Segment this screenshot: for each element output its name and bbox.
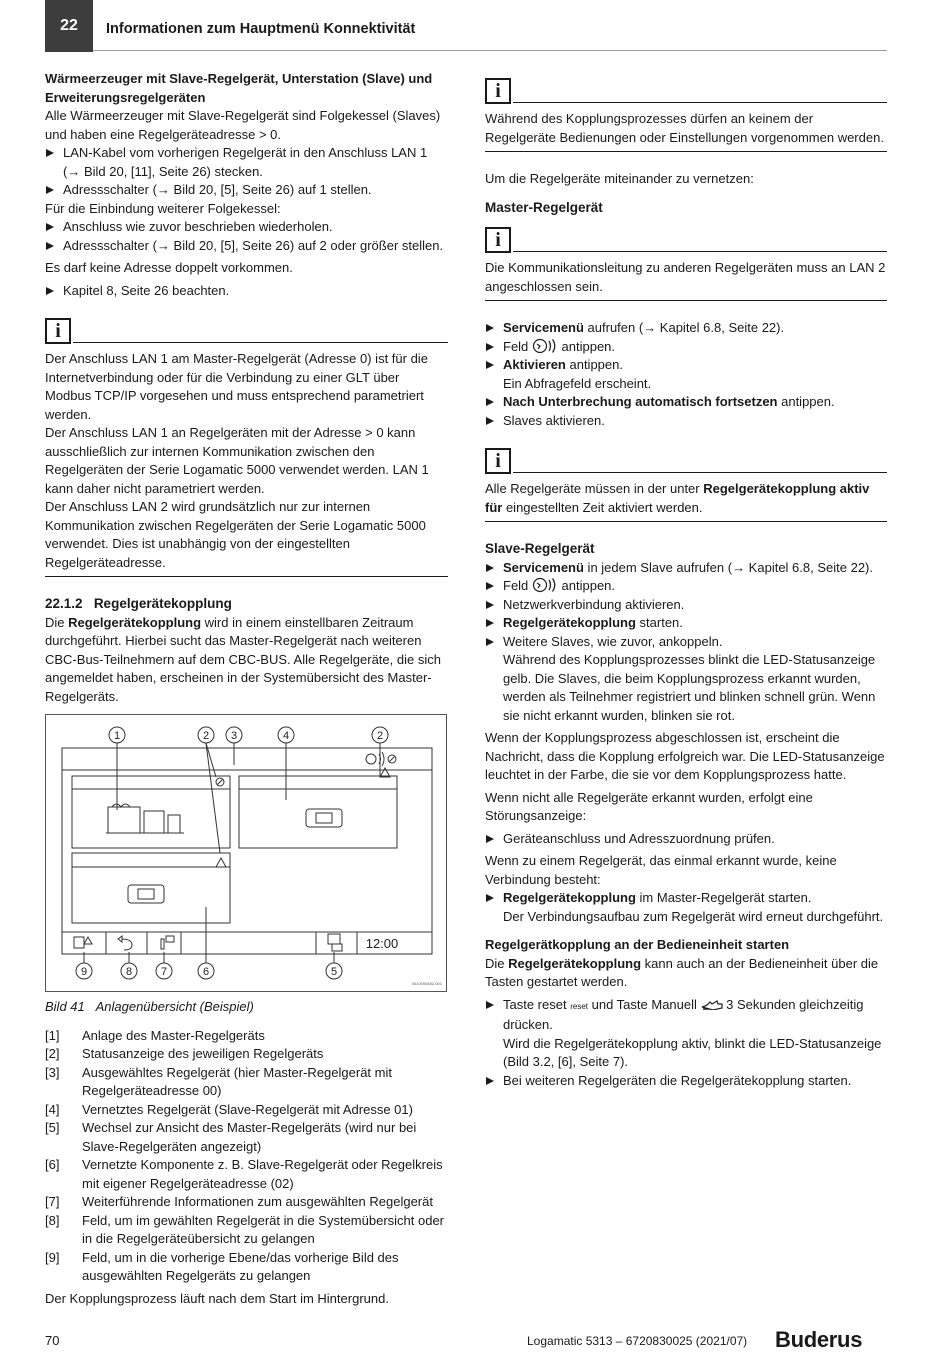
step-item: Taste reset reset und Taste Manuell 3 Sekunden gleichzeitig drücken. Wird die Regelgerätekopplung aktiv, blinkt die LED-Statusanzeige (Bild 3.2, [6], Seite 7). [485, 996, 887, 1072]
step-item: Regelgerätekopplung im Master-Regelgerät starten. Der Verbindungsaufbau zum Regelgerät wird erneut durchgeführt. [485, 889, 887, 926]
info-paragraph: Während des Kopplungsprozesses dürfen an keinem der Regelgeräte Bedienungen oder Einstellungen vorgenommen werden. [485, 111, 884, 145]
brand-logo: Buderus [775, 1327, 863, 1352]
network-field-icon [532, 577, 558, 593]
info-box-lan [45, 318, 448, 577]
step-item: Feld antippen. [485, 577, 887, 596]
header-rule [93, 50, 887, 51]
no-double-note: Es darf keine Adresse doppelt vorkommen. [45, 260, 293, 275]
arrow-bullet-icon [486, 1001, 494, 1009]
step-item: Weitere Slaves, wie zuvor, ankoppeln. Während des Kopplungsprozesses blinkt die LED-Statusanzeige gelb. Die Slaves, die beim Kopplungsprozess erkannt wurden, werden als Teilnehmer registriert und blinken schnell grün. Wenn sie nicht erkannt wurden, blinken sie rot. [485, 633, 887, 726]
legend-row: [2] Statusanzeige des jeweiligen Regelgeräts [45, 1046, 324, 1061]
manual-hand-icon [701, 998, 723, 1010]
arrow-bullet-icon [486, 638, 494, 646]
callout-1: 1 [113, 730, 121, 742]
closing-paragraph: Der Kopplungsprozess läuft nach dem Start im Hintergrund. [45, 1290, 389, 1306]
arrow-bullet-icon [486, 894, 494, 902]
callout-5: 5 [330, 966, 338, 978]
subsection-heading: 22.1.2 Regelgerätekopplung [45, 596, 232, 611]
arrow-bullet-icon [486, 564, 494, 572]
info-icon: i [485, 227, 511, 253]
legend-row: [5] Wechsel zur Ansicht des Master-Regelgeräts (wird nur bei Slave-Regelgeräten angezeigt) [45, 1120, 417, 1154]
page-number: 70 [45, 1333, 60, 1348]
callout-3: 3 [230, 730, 238, 742]
slave-steps [485, 559, 887, 726]
check-steps [485, 830, 887, 849]
paragraph-done: Wenn der Kopplungsprozess abgeschlossen ist, erscheint die Nachricht, dass die Kopplung erfolgreich war. Die LED-Statusanzeige leuchtet in der Farbe, die sie vor dem Kopplungsprozess hatte. [485, 730, 885, 782]
callout-6: 6 [202, 966, 210, 978]
step-item: Bei weiteren Regelgeräten die Regelgerätekopplung starten. [485, 1072, 887, 1091]
arrow-bullet-icon [46, 186, 54, 194]
paragraph-lost: Wenn zu einem Regelgerät, das einmal erkannt wurde, keine Verbindung besteht: [485, 853, 837, 887]
info-box-coupling [485, 78, 887, 152]
figure-code: 0010000482-001 [411, 981, 442, 986]
step-list-chapter [45, 282, 448, 301]
master-heading: Master-Regelgerät [485, 199, 603, 215]
callout-2b: 2 [376, 730, 384, 742]
step-list-further [45, 218, 448, 255]
step-item: Geräteanschluss und Adresszuordnung prüfen. [485, 830, 887, 849]
legend-row: [1] Anlage des Master-Regelgeräts [45, 1027, 265, 1043]
arrow-bullet-icon [486, 343, 494, 351]
arrow-bullet-icon [46, 149, 54, 157]
legend-row: [9] Feld, um in die vorherige Ebene/das vorherige Bild des ausgewählten Regelgeräts zu gelangen [45, 1249, 399, 1283]
figure-caption: Bild 41 Anlagenübersicht (Beispiel) [45, 999, 254, 1014]
info-paragraph: Alle Regelgeräte müssen in der unter Regelgerätekopplung aktiv für eingestellten Zeit aktiviert werden. [485, 481, 870, 515]
legend-row: [4] Vernetztes Regelgerät (Slave-Regelgerät mit Adresse 01) [45, 1101, 413, 1117]
info-paragraph: Der Anschluss LAN 1 an Regelgeräten mit der Adresse > 0 kann ausschließlich zur internen Kommunikation zwischen den Regelgeräten der Serie Logamatic 5000 verwendet werden. LAN 1 kann daher nicht parametriert werden. [45, 425, 429, 496]
arrow-bullet-icon [486, 324, 494, 332]
callout-7: 7 [160, 966, 168, 978]
panel-heading: Regelgerätkopplung an der Bedieneinheit starten [485, 937, 790, 952]
arrow-bullet-icon [46, 223, 54, 231]
arrow-bullet-icon [486, 601, 494, 609]
step-item: Servicemenü in jedem Slave aufrufen (→ Kapitel 6.8, Seite 22). [485, 559, 887, 578]
info-icon: i [45, 318, 71, 344]
network-field-icon [532, 338, 558, 354]
arrow-bullet-icon [486, 398, 494, 406]
figure-legend [45, 1027, 448, 1286]
step-list-lan [45, 144, 448, 200]
chapter-number-box: 22 [45, 0, 93, 52]
arrow-bullet-icon [486, 619, 494, 627]
panel-paragraph: Die Regelgerätekopplung kann auch an der Bedieneinheit über die Tasten gestartet werden. [485, 955, 879, 989]
info-icon: i [485, 78, 511, 104]
step-item: Feld antippen. [485, 338, 887, 357]
system-overview-diagram [46, 715, 448, 993]
step-item: Slaves aktivieren. [485, 412, 887, 431]
master-steps [485, 319, 887, 430]
section-heading-slave: Wärmeerzeuger mit Slave-Regelgerät, Unterstation (Slave) und Erweiterungsregelgeräten [45, 71, 433, 105]
info-paragraph: Der Anschluss LAN 2 wird grundsätzlich nur zur internen Kommunikation zwischen Regelgeräten der Serie Logamatic 5000 verwendet. Dies ist unabhängig von der eingestellten Regelgeräteadresse. [45, 499, 426, 570]
info-paragraph: Die Kommunikationsleitung zu anderen Regelgeräten muss an LAN 2 angeschlossen sein. [485, 260, 886, 294]
legend-row: [7] Weiterführende Informationen zum ausgewählten Regelgerät [45, 1194, 433, 1209]
legend-row: [8] Feld, um im gewählten Regelgerät in die Systemübersicht oder in die Regelgeräteübersicht zu gelangen [45, 1212, 445, 1246]
info-paragraph: Der Anschluss LAN 1 am Master-Regelgerät (Adresse 0) ist für die Internetverbindung oder für die Verbindung zu einer GLT über Modbus TCP/IP vorgesehen und muss entsprechend parametriert werden. [45, 351, 428, 422]
legend-row: [6] Vernetzte Komponente z. B. Slave-Regelgerät oder Regelkreis mit eigener Regelgeräteadresse (02) [45, 1157, 443, 1191]
right-column [485, 78, 887, 1090]
connect-intro: Um die Regelgeräte miteinander zu vernetzen: [485, 171, 754, 186]
callout-4: 4 [282, 730, 290, 742]
arrow-bullet-icon [486, 361, 494, 369]
arrow-bullet-icon [46, 242, 54, 250]
callout-9: 9 [80, 966, 88, 978]
arrow-bullet-icon [486, 835, 494, 843]
info-box-activation [485, 448, 887, 522]
document-id: Logamatic 5313 – 6720830025 (2021/07) [527, 1334, 748, 1348]
slave-heading: Slave-Regelgerät [485, 541, 595, 556]
step-item: Nach Unterbrechung automatisch fortsetzen antippen. [485, 393, 887, 412]
step-item: Netzwerkverbindung aktivieren. [485, 596, 887, 615]
arrow-bullet-icon [486, 417, 494, 425]
arrow-bullet-icon [46, 287, 54, 295]
step-item: Servicemenü aufrufen (→ Kapitel 6.8, Seite 22). [485, 319, 887, 338]
reset-key-label: reset [570, 1001, 588, 1011]
step-item: LAN-Kabel vom vorherigen Regelgerät in den Anschluss LAN 1 (→ Bild 20, [11], Seite 26) stecken. [45, 144, 448, 181]
step-item: Regelgerätekopplung starten. [485, 614, 887, 633]
step-item: Anschluss wie zuvor beschrieben wiederholen. [45, 218, 448, 237]
callout-2: 2 [202, 730, 210, 742]
step-item: Adressschalter (→ Bild 20, [5], Seite 26) auf 1 stellen. [45, 181, 448, 200]
section-intro: Alle Wärmeerzeuger mit Slave-Regelgerät sind Folgekessel (Slaves) und haben eine Regelgeräteadresse > 0. [45, 108, 441, 142]
step-item: Adressschalter (→ Bild 20, [5], Seite 26) auf 2 oder größer stellen. [45, 237, 448, 256]
arrow-bullet-icon [486, 582, 494, 590]
info-box-lan2 [485, 227, 887, 301]
legend-row: [3] Ausgewähltes Regelgerät (hier Master-Regelgerät mit Regelgeräteadresse 00) [45, 1064, 392, 1098]
arrow-bullet-icon [486, 1077, 494, 1085]
page-title: Informationen zum Hauptmenü Konnektivität [106, 21, 416, 37]
info-icon: i [485, 448, 511, 474]
subsection-paragraph: Die Regelgerätekopplung wird in einem einstellbaren Zeitraum durchgeführt. Hierbei sucht das Master-Regelgerät nach weiteren CBC-Bus-Teilnehmern auf dem CBC-BUS. Alle Regelgeräte, die sich angemeldet haben, erscheinen in der Systemübersicht des Master-Regelgeräts. [45, 614, 441, 704]
callout-8: 8 [125, 966, 133, 978]
left-column [45, 70, 448, 1308]
system-overview-figure [45, 714, 447, 992]
further-intro: Für die Einbindung weiterer Folgekessel: [45, 200, 281, 216]
step-item: Kapitel 8, Seite 26 beachten. [45, 282, 448, 301]
lost-steps [485, 889, 887, 926]
paragraph-not-all: Wenn nicht alle Regelgeräte erkannt wurden, erfolgt eine Störungsanzeige: [485, 789, 813, 823]
panel-steps [485, 996, 887, 1091]
step-item: Aktivieren antippen. Ein Abfragefeld erscheint. [485, 356, 887, 393]
screen-clock: 12:00 [365, 936, 399, 951]
